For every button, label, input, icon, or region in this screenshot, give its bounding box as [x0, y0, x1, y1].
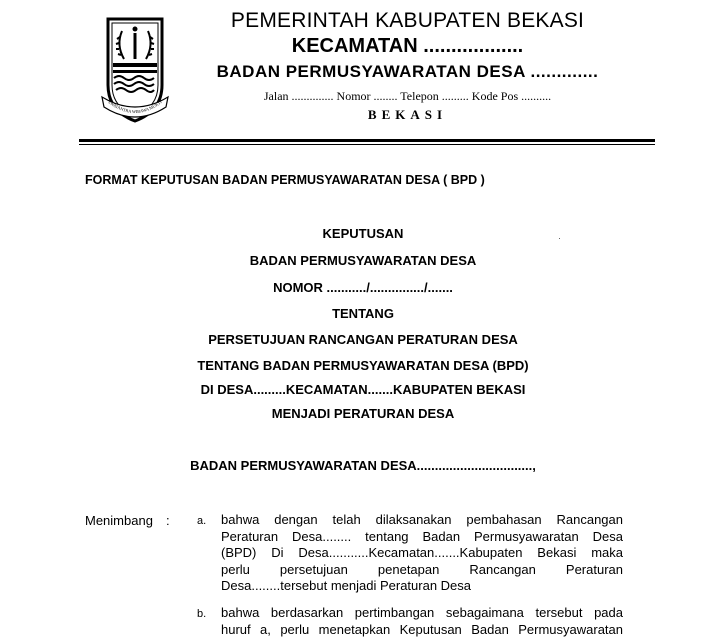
- item-a-line: perlu persetujuan penetapan Rancangan Peraturan: [221, 562, 623, 579]
- item-marker-a: a.: [197, 515, 206, 527]
- decree-subject-3: DI DESA.........KECAMATAN.......KABUPATEN BEKASI: [80, 382, 646, 397]
- decree-body-name: BADAN PERMUSYAWARATAN DESA: [80, 253, 646, 268]
- considering-colon: :: [166, 513, 170, 528]
- decree-subject-2: TENTANG BADAN PERMUSYAWARATAN DESA (BPD): [80, 358, 646, 373]
- item-a-line: Desa........tersebut menjadi Peraturan Desa: [221, 578, 623, 595]
- issuer-line: BADAN PERMUSYAWARATAN DESA................................,: [80, 458, 646, 473]
- format-title: FORMAT KEPUTUSAN BADAN PERMUSYAWARATAN DESA ( BPD ): [85, 173, 485, 187]
- item-marker-b: b.: [197, 608, 206, 620]
- considering-item-a: [221, 512, 623, 595]
- decree-subject-4: MENJADI PERATURAN DESA: [80, 406, 646, 421]
- letterhead-district: KECAMATAN ..................: [170, 35, 645, 58]
- letterhead-rule-thick: [79, 139, 655, 142]
- item-b-line: huruf a, perlu menetapkan Keputusan Badan Permusyawaratan: [221, 622, 623, 638]
- decree-subject-1: PERSETUJUAN RANCANGAN PERATURAN DESA: [80, 332, 646, 347]
- bekasi-emblem-logo: [100, 13, 170, 125]
- considering-item-b: [221, 605, 623, 638]
- logo-motto-text: SWATANTRA WIBAWA MUKTI: [107, 99, 163, 114]
- item-b-line: bahwa berdasarkan pertimbangan sebagaimana tersebut pada: [221, 605, 623, 622]
- item-a-line: (BPD) Di Desa...........Kecamatan.......Kabupaten Bekasi maka: [221, 545, 623, 562]
- decree-number: NOMOR .........../.............../.......: [80, 280, 646, 295]
- considering-label: Menimbang: [85, 513, 153, 528]
- stray-dot: [559, 238, 560, 239]
- letterhead-agency: BADAN PERMUSYAWARATAN DESA .............: [170, 62, 645, 82]
- decree-heading: KEPUTUSAN: [80, 226, 646, 241]
- letterhead-address: Jalan .............. Nomor ........ Telepon ......... Kode Pos ..........: [170, 89, 645, 104]
- letterhead-government: PEMERINTAH KABUPATEN BEKASI: [170, 9, 645, 33]
- letterhead-rule-thin: [79, 144, 655, 145]
- item-a-line: Peraturan Desa........ tentang Badan Permusyawaratan Desa: [221, 529, 623, 546]
- letterhead-city: BEKASI: [170, 107, 645, 123]
- decree-about: TENTANG: [80, 306, 646, 321]
- item-a-line: bahwa dengan telah dilaksanakan pembahasan Rancangan: [221, 512, 623, 529]
